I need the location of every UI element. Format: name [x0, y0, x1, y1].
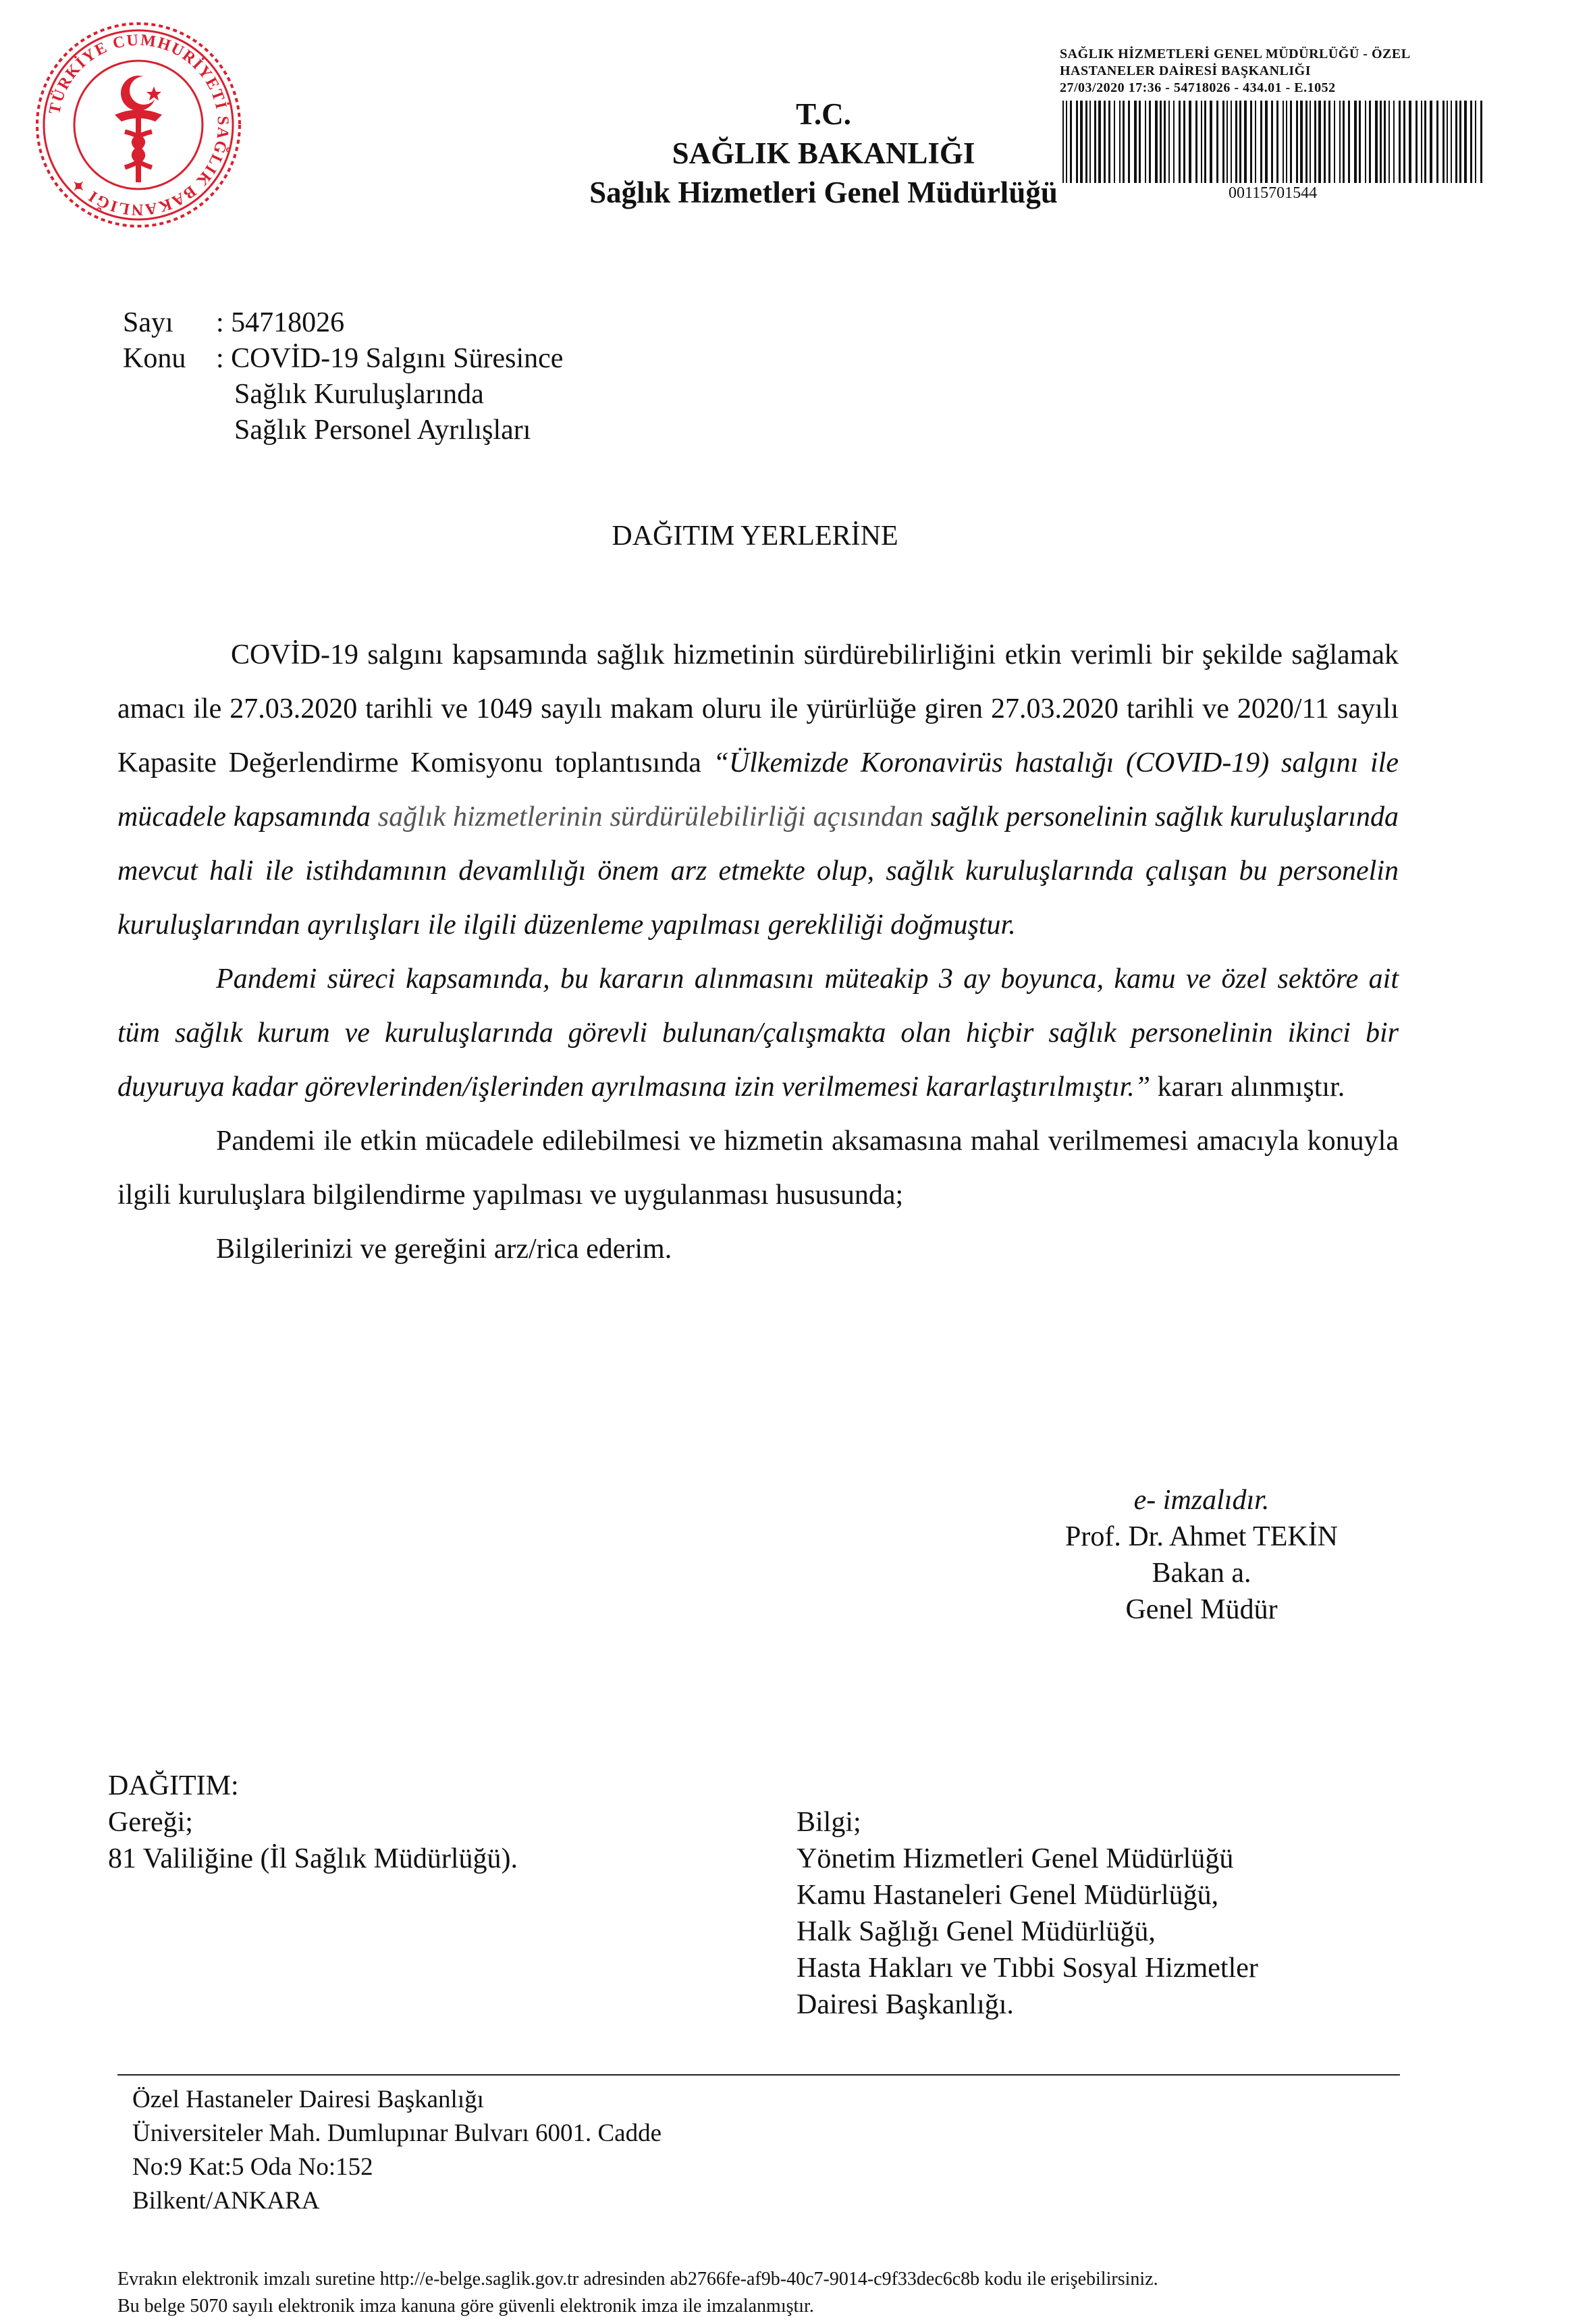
- header-directorate: Sağlık Hizmetleri Genel Müdürlüğü: [589, 176, 1058, 209]
- bilgi-item: Yönetim Hizmetleri Genel Müdürlüğü: [797, 1843, 1234, 1874]
- barcode-bar: [1375, 101, 1378, 183]
- barcode-bar: [1183, 101, 1185, 183]
- barcode-bar: [1455, 101, 1457, 183]
- geregi-label: Gereği;: [108, 1807, 193, 1838]
- document-barcode-stamp: [1060, 46, 1499, 203]
- svg-text:TÜRKİYE CUMHURİYETİ SAĞLIK BAK: TÜRKİYE CUMHURİYETİ SAĞLIK BAKANLIĞI ✦: [45, 31, 232, 219]
- barcode-bar: [1314, 101, 1316, 183]
- barcode-bar: [1459, 101, 1461, 183]
- barcode-bar: [1098, 101, 1101, 183]
- barcode-bar: [1094, 101, 1096, 183]
- body-paragraph-4: Bilgilerinizi ve gereğini arz/rica ederim.: [216, 1234, 672, 1265]
- address-line: Bilkent/ANKARA: [132, 2187, 320, 2215]
- barcode-bar: [1380, 101, 1382, 183]
- barcode-bar: [1354, 101, 1357, 183]
- barcode-bar: [1179, 101, 1181, 183]
- signature-block: [1013, 1482, 1391, 1628]
- barcode-bar: [1415, 101, 1418, 183]
- footer-divider: [117, 2074, 1400, 2076]
- barcode-bar: [1201, 101, 1202, 183]
- barcode-bar: [1173, 101, 1175, 183]
- barcode-bar: [1089, 101, 1091, 183]
- barcode-bar: [1384, 101, 1386, 183]
- barcode-text-line3: 27/03/2020 17:36 - 54718026 - 434.01 - E.1052: [1060, 80, 1336, 95]
- esign-note: e- imzalıdır.: [1133, 1485, 1270, 1516]
- address-line: Üniversiteler Mah. Dumlupınar Bulvarı 6001. Cadde: [132, 2119, 662, 2147]
- barcode-bar: [1265, 101, 1268, 183]
- barcode-bar: [1216, 101, 1218, 183]
- sayi-label: Sayı: [123, 307, 173, 338]
- barcode-bar: [1062, 101, 1064, 183]
- barcode-bar: [1296, 101, 1298, 183]
- body-paragraph-2: [117, 952, 1399, 1114]
- barcode-bar: [1260, 101, 1262, 183]
- barcode-bar: [1271, 101, 1273, 183]
- barcode-bar: [1119, 101, 1121, 183]
- address-line: Özel Hastaneler Dairesi Başkanlığı: [132, 2086, 484, 2113]
- barcode-bar: [1226, 101, 1228, 183]
- barcode-bar: [1145, 101, 1146, 183]
- verification-footer: [117, 2266, 1158, 2320]
- barcode-bar: [1222, 101, 1224, 183]
- barcode-bar: [1442, 101, 1445, 183]
- barcode-bar: [1235, 101, 1237, 183]
- barcode-bar: [1244, 101, 1247, 183]
- barcode-bar: [1475, 101, 1476, 183]
- barcode-bar: [1430, 101, 1432, 183]
- barcode-bar: [1421, 101, 1422, 183]
- barcode-bar: [1328, 101, 1330, 183]
- barcode-bar: [1403, 101, 1405, 183]
- barcode-bar: [1369, 101, 1371, 183]
- header-ministry: SAĞLIK BAKANLIĞI: [672, 136, 975, 170]
- bilgi-item: Hasta Hakları ve Tıbbi Sosyal Hizmetler: [797, 1953, 1258, 1984]
- barcode-bar: [1409, 101, 1411, 183]
- barcode-bar: [1359, 101, 1361, 183]
- p1-quote-highlight: sağlık hizmetlerinin sürdürülebilirliği açısından: [377, 801, 923, 833]
- barcode-bar: [1189, 101, 1191, 183]
- document-meta: [123, 305, 563, 448]
- sayi-value: : 54718026: [216, 307, 345, 338]
- barcode-bar: [1334, 101, 1335, 183]
- barcode-bar: [1424, 101, 1426, 183]
- barcode-icon: [1060, 101, 1492, 183]
- barcode-bar: [1168, 101, 1170, 183]
- barcode-bar: [1231, 101, 1232, 183]
- signatory-title1: Bakan a.: [1152, 1558, 1251, 1589]
- bilgi-label: Bilgi;: [797, 1807, 861, 1838]
- barcode-bar: [1310, 101, 1311, 183]
- barcode-bar: [1348, 101, 1350, 183]
- p2-quote: Pandemi süreci kapsamında, bu kararın alınmasını müteakip 3 ay boyunca, kamu ve özel sektöre ait tüm sağlık kurum ve kuruluşlarında görevli bulunan/çalışmakta olan hiçbir sağlık personelinin ikinci bir duyuruya kadar görevlerinden/işlerinden ayrılmasına izin verilmemesi kararlaştırılmıştır.”: [117, 963, 1399, 1103]
- ministry-seal-logo: [27, 14, 250, 236]
- distribution-heading: DAĞITIM:: [108, 1770, 239, 1801]
- distribution-right: [797, 1804, 1258, 2023]
- barcode-bar: [1388, 101, 1390, 183]
- barcode-bar: [1447, 101, 1448, 183]
- konu-label: Konu: [123, 343, 186, 374]
- body-paragraph-3: Pandemi ile etkin mücadele edilebilmesi ve hizmetin aksamasına mahal verilmemesi amacıyla konuyla ilgili kuruluşlara bilgilendirme yapılması ve uygulanması hususunda;: [117, 1126, 1399, 1211]
- barcode-bar: [1343, 101, 1345, 183]
- barcode-bar: [1255, 101, 1256, 183]
- barcode-bar: [1108, 101, 1110, 183]
- sayi-row: [123, 305, 563, 341]
- barcode-bar: [1070, 101, 1072, 183]
- verification-note: Evrakın elektronik imzalı suretine http://e-belge.saglik.gov.tr adresinden ab2766fe-af9b-40c7-9014-c9f33dec6c8b kodu ile erişebilirsiniz.: [117, 2269, 1158, 2290]
- barcode-bar: [1283, 101, 1284, 183]
- distribution-left: [108, 1768, 518, 1877]
- barcode-bar: [1276, 101, 1278, 183]
- barcode-bar: [1250, 101, 1252, 183]
- barcode-bar: [1365, 101, 1366, 183]
- barcode-text-line2: HASTANELER DAİRESİ BAŞKANLIĞI: [1060, 63, 1311, 78]
- barcode-bar: [1318, 101, 1321, 183]
- barcode-bar: [1210, 101, 1212, 183]
- barcode-bar: [1139, 101, 1141, 183]
- barcode-bar: [1085, 101, 1087, 183]
- konu-value-line2: Sağlık Kuruluşlarında: [234, 379, 484, 410]
- letter-body: [117, 628, 1399, 1276]
- konu-value-line3: Sağlık Personel Ayrılışları: [234, 415, 531, 446]
- bilgi-item: Kamu Hastaneleri Genel Müdürlüğü,: [797, 1880, 1219, 1911]
- barcode-bar: [1290, 101, 1292, 183]
- address-line: No:9 Kat:5 Oda No:152: [132, 2153, 373, 2181]
- barcode-bar: [1464, 101, 1467, 183]
- seal-graphic: [27, 14, 250, 236]
- barcode-text-line1: SAĞLIK HİZMETLERİ GENEL MÜDÜRLÜĞÜ - ÖZEL: [1060, 47, 1411, 61]
- p1-text-a: COVİD-19 salgını kapsamında sağlık hizmetinin sürdürebilirliğini etkin verimli bir şekilde sağlamak amacı ile 27.03.2020 tarihli ve 1049 sayılı makam oluru ile yürürlüğe giren 27.03.2020 tarihli ve 2020/11 sayılı Kapasite Değerlendirme Komisyonu toplantısında: [117, 639, 1399, 778]
- barcode-bar: [1451, 101, 1452, 183]
- barcode-bar: [1164, 101, 1166, 183]
- signatory-title2: Genel Müdür: [1125, 1594, 1278, 1625]
- barcode-bar: [1155, 101, 1158, 183]
- p2-text: kararı alınmıştır.: [1150, 1072, 1345, 1103]
- barcode-bar: [1104, 101, 1106, 183]
- barcode-bar: [1470, 101, 1472, 183]
- barcode-bar: [1300, 101, 1303, 183]
- bilgi-item: Halk Sağlığı Genel Müdürlüğü,: [797, 1916, 1156, 1947]
- barcode-bar: [1239, 101, 1241, 183]
- sender-address: [132, 2083, 662, 2218]
- body-paragraph-1: [117, 628, 1399, 952]
- barcode-bar: [1324, 101, 1326, 183]
- barcode-bar: [1123, 101, 1125, 183]
- bilgi-item: Dairesi Başkanlığı.: [797, 1989, 1014, 2020]
- barcode-number: 00115701544: [1229, 184, 1318, 202]
- barcode-bar: [1286, 101, 1287, 183]
- barcode-bar: [1160, 101, 1162, 183]
- header-tc: T.C.: [796, 97, 851, 131]
- barcode-bar: [1339, 101, 1341, 183]
- barcode-bar: [1204, 101, 1206, 183]
- barcode-bar: [1393, 101, 1395, 183]
- geregi-item: 81 Valiliğine (İl Sağlık Müdürlüğü).: [108, 1843, 518, 1874]
- barcode-bar: [1305, 101, 1307, 183]
- addressee-heading: DAĞITIM YERLERİNE: [612, 521, 898, 552]
- barcode-bar: [1076, 101, 1078, 183]
- barcode-bar: [1480, 101, 1482, 183]
- p1-quote-a: “Ülkemizde Koronavirüs hastalığı (COVID-19) salgını ile mücadele kapsamında: [117, 747, 1399, 833]
- barcode-bar: [1114, 101, 1115, 183]
- barcode-bar: [1399, 101, 1401, 183]
- konu-value-line1: : COVİD-19 Salgını Süresince: [216, 343, 564, 374]
- barcode-bar: [1128, 101, 1130, 183]
- konu-row: [123, 341, 563, 377]
- signatory-name: Prof. Dr. Ahmet TEKİN: [1064, 1521, 1339, 1552]
- barcode-bar: [1066, 101, 1067, 183]
- barcode-bar: [1149, 101, 1151, 183]
- barcode-bar: [1134, 101, 1137, 183]
- esign-law-note: Bu belge 5070 sayılı elektronik imza kanuna göre güvenli elektronik imza ile imzalanmıştır.: [117, 2296, 814, 2317]
- barcode-bar: [1080, 101, 1083, 183]
- barcode-bar: [1436, 101, 1438, 183]
- p1-quote-b: sağlık personelinin sağlık kuruluşlarında mevcut hali ile istihdamının devamlılığı önem arz etmekte olup, sağlık kuruluşlarında çalışan bu personelin kuruluşlarından ayrılışları ile ilgili düzenleme yapılması gerekliliği doğmuştur.: [117, 801, 1399, 941]
- barcode-bar: [1195, 101, 1197, 183]
